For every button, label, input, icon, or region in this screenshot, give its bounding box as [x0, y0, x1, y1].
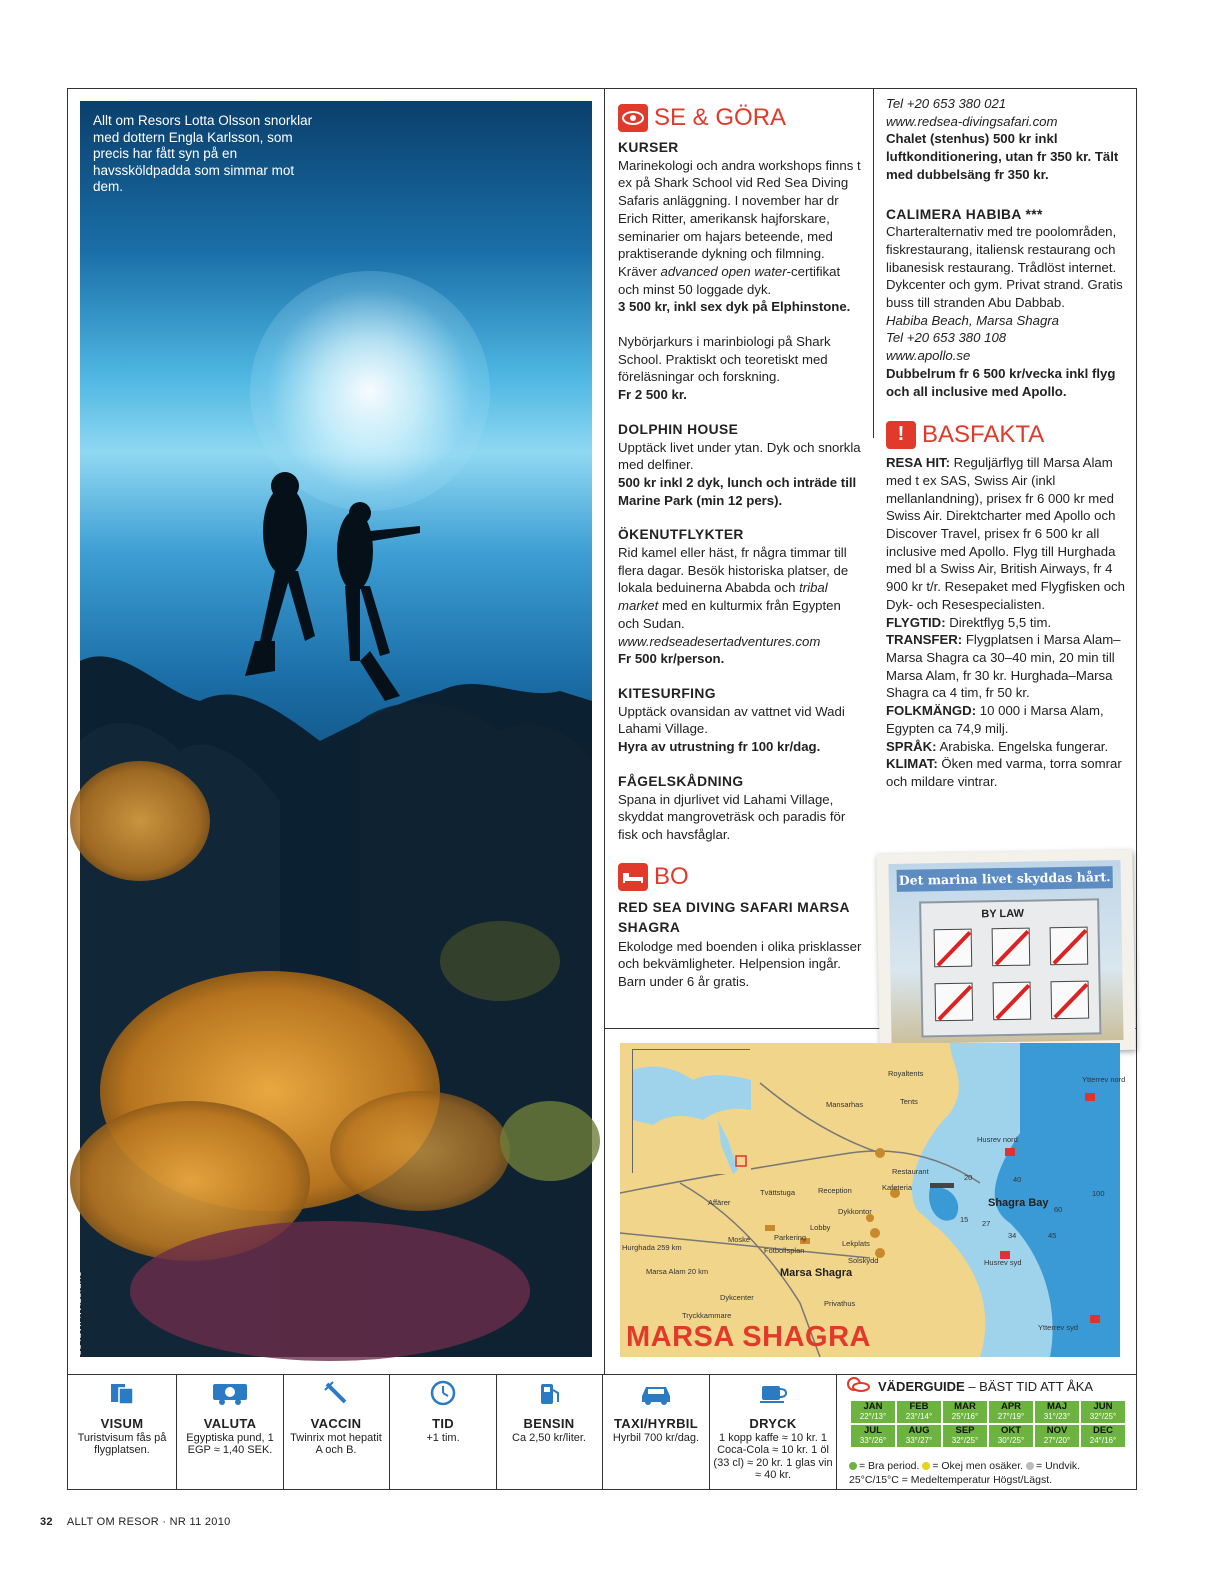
kurser-price-2: Fr 2 500 kr. — [618, 387, 687, 403]
money-icon — [215, 1378, 245, 1408]
clock-icon — [428, 1378, 458, 1408]
visum-title: VISUM — [100, 1416, 144, 1431]
weather-month-cell — [943, 1425, 987, 1447]
hotel1-price: Chalet (stenhus) 500 kr inkl luftkonditionering, utan fr 350 kr. Tält med dubbelsäng fr 350 kr. — [886, 131, 1119, 182]
hotel1-url[interactable]: www.redsea-divingsafari.com — [886, 113, 1058, 129]
info-visum — [72, 1378, 172, 1457]
eye-icon — [618, 104, 648, 132]
ok-dot-icon — [922, 1462, 930, 1470]
fact-klimat: KLIMAT: Öken med varma, torra somrar och mildare vintrar. — [886, 756, 1122, 789]
no-spear-icon — [935, 983, 974, 1022]
underwater-scene — [80, 101, 592, 1357]
map-label: Marsa Shagra — [780, 1267, 853, 1279]
column-divider — [604, 88, 605, 1375]
hotel2-tel: Tel +20 653 380 108 — [886, 330, 1007, 346]
month-label: FEB — [909, 1401, 929, 1412]
info-vaccin — [287, 1378, 385, 1457]
map-label: Privathus — [824, 1299, 856, 1308]
no-collect-icon — [1051, 981, 1090, 1020]
info-tid — [393, 1378, 493, 1444]
month-temp: 30°/25° — [997, 1436, 1025, 1445]
map-label: 100 — [1092, 1189, 1105, 1198]
snorkel-photo — [73, 101, 592, 1369]
dolphin-text: Upptäck livet under ytan. Dyk och snorkla med delfiner. — [618, 439, 861, 473]
map-label: 15 — [960, 1215, 969, 1224]
bed-icon — [618, 863, 648, 891]
month-label: JAN — [863, 1401, 883, 1412]
map-label: 34 — [1008, 1231, 1017, 1240]
dolphin-heading: DOLPHIN HOUSE — [618, 421, 739, 437]
page-footer — [40, 1516, 231, 1528]
map-label: 27 — [982, 1219, 991, 1228]
marsa-shagra-map — [620, 1043, 1126, 1357]
dolphin-price: 500 kr inkl 2 dyk, lunch och inträde till Marine Park (min 12 pers). — [618, 474, 857, 508]
bylaw-board — [919, 898, 1101, 1037]
map-label: Ytterrev syd — [1038, 1323, 1079, 1332]
map-label: Mansarhas — [826, 1100, 864, 1109]
fact-transfer: TRANSFER: Flygplatsen i Marsa Alam–Marsa Shagra ca 30–40 min, 20 min till Marsa Alam, fr 30 kr. Hurghada–Marsa Shagra ca 4 tim, fr 50 kr. — [886, 632, 1121, 701]
dryck-text: 1 kopp kaffe ≈ 10 kr. 1 Coca-Cola ≈ 10 kr. 1 öl (33 cl) ≈ 20 kr. 1 glas vin ≈ 40 kr. — [713, 1431, 833, 1481]
month-temp: 25°/16° — [951, 1412, 979, 1421]
weather-month-cell — [989, 1425, 1033, 1447]
inset-region — [633, 1050, 751, 1174]
tid-title: TID — [432, 1416, 454, 1431]
board-title: BY LAW — [981, 907, 1025, 921]
map-label: 45 — [1048, 1231, 1057, 1240]
fact-sprak: SPRÅK: Arabiska. Engelska fungerar. — [886, 738, 1109, 754]
info-dryck — [713, 1378, 833, 1482]
sign-caption: Det marina livet skyddas hårt. — [897, 866, 1113, 892]
weather-month-cell — [1035, 1425, 1079, 1447]
weather-month-cell — [851, 1401, 895, 1423]
hotel2-heading: CALIMERA HABIBA *** — [886, 206, 1043, 222]
weather-heading — [846, 1376, 1132, 1396]
column-divider — [873, 88, 874, 438]
month-temp: 24°/16° — [1089, 1436, 1117, 1445]
map-label: 60 — [1054, 1205, 1063, 1214]
page-number: 32 — [40, 1516, 53, 1528]
month-label: DEC — [1092, 1425, 1114, 1436]
map-label: Dykcenter — [720, 1293, 754, 1302]
map-label: Solskydd — [848, 1256, 879, 1265]
right-column — [886, 95, 1126, 791]
info-valuta — [180, 1378, 280, 1457]
sun-cloud-icon — [846, 1376, 870, 1397]
map-label: Tvättstuga — [760, 1188, 796, 1197]
hotel1-tel: Tel +20 653 380 021 — [886, 96, 1007, 111]
avoid-dot-icon — [1026, 1462, 1034, 1470]
syringe-icon — [321, 1378, 351, 1408]
exclamation-icon: ! — [886, 421, 916, 449]
vaccin-text: Twinrix mot hepatit A och B. — [290, 1431, 382, 1456]
hotel2-url[interactable]: www.apollo.se — [886, 348, 971, 364]
info-bensin — [500, 1378, 598, 1444]
visum-text: Turistvisum fås på flygplatsen. — [77, 1431, 167, 1456]
month-temp: 27°/19° — [997, 1412, 1025, 1421]
vaccin-title: VACCIN — [310, 1416, 362, 1431]
fagel-heading: FÅGELSKÅDNING — [618, 773, 744, 789]
weather-month-cell — [989, 1401, 1033, 1423]
bo-heading — [618, 862, 862, 892]
weather-title: VÄDERGUIDE — [878, 1378, 965, 1394]
infobar-sep — [709, 1374, 710, 1490]
valuta-text: Egyptiska pund, 1 EGP ≈ 1,40 SEK. — [186, 1431, 274, 1456]
taxi-text: Hyrbil 700 kr/dag. — [612, 1431, 700, 1444]
month-label: MAR — [954, 1401, 976, 1412]
weather-month-cell — [851, 1425, 895, 1447]
month-temp: 32°/25° — [1089, 1412, 1117, 1421]
weather-legend: = Bra period. = Okej men osäker. = Undvik. 25°C/15°C = Medeltemperatur Högst/Lägst. — [849, 1460, 1081, 1486]
no-fishing-icon — [1050, 927, 1089, 966]
map-label: Ytterrev nord — [1082, 1075, 1126, 1084]
map-label: Royaltents — [888, 1069, 924, 1078]
inset-map — [632, 1049, 750, 1173]
basfakta-heading — [886, 420, 1126, 450]
map-label: Husrev syd — [984, 1258, 1022, 1267]
month-label: JUL — [864, 1425, 882, 1436]
fagel-text: Spana in djurlivet vid Lahami Village, skyddat mangroveträsk och paradis för fisk och havsfåglar. — [618, 791, 846, 842]
hotel1-heading: RED SEA DIVING SAFARI MARSA SHAGRA — [618, 899, 850, 935]
basfakta-title: BASFAKTA — [922, 421, 1045, 449]
kite-text: Upptäck ovansidan av vattnet vid Wadi Lahami Village. — [618, 703, 845, 737]
weather-guide — [846, 1376, 1132, 1486]
weather-month-cell — [897, 1401, 941, 1423]
oken-url[interactable]: www.redseadesertadventures.com — [618, 633, 821, 649]
sign-image — [888, 860, 1123, 1044]
weather-month-cell — [943, 1401, 987, 1423]
photo-credit: CHRISTIAN KARLSSON — [73, 1271, 82, 1369]
fact-folkmangd: FOLKMÄNGD: 10 000 i Marsa Alam, Egypten ca 74,9 milj. — [886, 703, 1104, 736]
month-label: APR — [1000, 1401, 1022, 1412]
month-temp: 23°/14° — [905, 1412, 933, 1421]
info-taxi — [606, 1378, 706, 1444]
map-label: Fotbollsplan — [764, 1246, 805, 1255]
fuel-icon — [534, 1378, 564, 1408]
map-label: Restaurant — [892, 1167, 929, 1176]
map-label: Reception — [818, 1186, 852, 1195]
infobar-sep — [389, 1374, 390, 1490]
se-gora-column — [618, 103, 862, 991]
no-touch-icon — [993, 982, 1032, 1021]
fact-resa: RESA HIT: Reguljärflyg till Marsa Alam med t ex SAS, Swiss Air (inkl mellanlandning), prisex fr 6 000 kr med Swiss Air. Direktcharter med Apollo och Discover Travel, prisex fr 6 500 kr all inclusive med Apollo. Flyg till Hurghada med bl a Swiss Air, British Airways, fr 4 900 kr t/r. Resepaket med Flygfisken och Dyk- och Resespecialisten. — [886, 455, 1125, 612]
month-temp: 27°/20° — [1043, 1436, 1071, 1445]
infobar-sep — [602, 1374, 603, 1490]
se-gora-heading — [618, 103, 862, 133]
infobar-sep — [496, 1374, 497, 1490]
kurser-price: 3 500 kr, inkl sex dyk på Elphinstone. — [618, 299, 851, 315]
bo-title: BO — [654, 862, 689, 890]
month-label: SEP — [955, 1425, 975, 1436]
map-label: Kafeteria — [882, 1183, 913, 1192]
taxi-title: TAXI/HYRBIL — [614, 1416, 698, 1431]
legend-temp: 25°C/15°C = Medeltemperatur Högst/Lägst. — [849, 1474, 1053, 1486]
infobar-sep — [283, 1374, 284, 1490]
bensin-text: Ca 2,50 kr/liter. — [512, 1431, 586, 1444]
month-temp: 33°/26° — [859, 1436, 887, 1445]
month-label: OKT — [1000, 1425, 1022, 1436]
month-temp: 32°/25° — [951, 1436, 979, 1445]
month-temp: 22°/13° — [859, 1412, 887, 1421]
kurser-text: Marinekologi och andra workshops finns t ex på Shark School vid Red Sea Diving Safaris anläggning. I november har dr Erich Ritter, amerikansk hajforskare, seminarier om hajars beteende, med praktiserande dykning och filmning. Kräver advanced open water-certifikat och minst 50 loggade dyk. — [618, 157, 861, 297]
weather-month-cell — [1081, 1425, 1125, 1447]
map-label: Parkering — [774, 1233, 807, 1242]
infobar-sep — [836, 1374, 837, 1490]
map-label: Tents — [900, 1097, 918, 1106]
map-title: MARSA SHAGRA — [626, 1321, 871, 1353]
hotel2-price: Dubbelrum fr 6 500 kr/vecka inkl flyg och all inclusive med Apollo. — [886, 365, 1116, 399]
oken-text: Rid kamel eller häst, fr några timmar till flera dagar. Besök historiska platser, de lokala beduinerna Ababda och tribal market med en kulturmix från Egypten och Sudan. — [618, 545, 849, 631]
infobar-sep — [176, 1374, 177, 1490]
good-dot-icon — [849, 1462, 857, 1470]
weather-subtitle: – BÄST TID ATT ÅKA — [968, 1378, 1094, 1394]
oken-price: Fr 500 kr/person. — [618, 651, 725, 667]
month-label: JUN — [1093, 1401, 1113, 1412]
valuta-title: VALUTA — [203, 1416, 257, 1431]
map-label: 40 — [1013, 1175, 1022, 1184]
month-temp: 31°/23° — [1043, 1412, 1071, 1421]
cup-icon — [758, 1378, 788, 1408]
month-temp: 33°/27° — [905, 1436, 933, 1445]
bensin-title: BENSIN — [523, 1416, 575, 1431]
map-label: Moské — [728, 1235, 751, 1244]
month-label: NOV — [1046, 1425, 1068, 1436]
kite-price: Hyra av utrustning fr 100 kr/dag. — [618, 739, 821, 755]
map-label: Hurghada 259 km — [622, 1243, 682, 1252]
month-label: MAJ — [1046, 1401, 1068, 1412]
map-label: Tryckkammare — [682, 1311, 732, 1320]
kite-heading: KITESURFING — [618, 685, 716, 701]
no-anchor-icon — [992, 928, 1031, 967]
month-label: AUG — [908, 1425, 930, 1436]
tid-text: +1 tim. — [426, 1431, 460, 1444]
weather-month-cell — [1081, 1401, 1125, 1423]
weather-grid — [851, 1401, 1125, 1447]
map-label: Marsa Alam 20 km — [646, 1267, 709, 1276]
map-label: Shagra Bay — [988, 1197, 1049, 1209]
map-label: Dykkontor — [838, 1207, 872, 1216]
no-anchor-icon — [934, 929, 973, 968]
map-label: Husrev nord — [977, 1135, 1018, 1144]
hotel2-address: Habiba Beach, Marsa Shagra — [886, 312, 1060, 328]
map-label: Lobby — [810, 1223, 831, 1232]
kurser-text-2: Nybörjarkurs i marinbiologi på Shark School. Praktiskt och teoretiskt med föreläsningar och forskning. — [618, 334, 831, 385]
map-label: Lekplats — [842, 1239, 870, 1248]
kurser-heading: KURSER — [618, 140, 679, 155]
magazine-name: ALLT OM RESOR · NR 11 2010 — [66, 1516, 231, 1528]
weather-month-cell — [1035, 1401, 1079, 1423]
dryck-title: DRYCK — [749, 1416, 797, 1431]
map-label: Affärer — [708, 1198, 731, 1207]
oken-heading: ÖKENUTFLYKTER — [618, 527, 744, 543]
hotel2-text: Charteralternativ med tre poolområden, fiskrestaurang, italiensk restaurang och libanesisk restaurang. Trådlöst internet. Dykcenter och gym. Privat strand. Gratis buss till stranden Abu Dabbab. — [886, 224, 1123, 311]
se-gora-title: SE & GÖRA — [654, 104, 787, 132]
map-label: 20 — [964, 1173, 973, 1182]
visa-icon — [107, 1378, 137, 1408]
fact-flygtid: FLYGTID: Direktflyg 5,5 tim. — [886, 614, 1052, 630]
photo-caption: Allt om Resors Lotta Olsson snorklar med dottern Engla Karlsson, som precis har fått syn på en havssköldpadda som simmar mot dem. — [93, 113, 313, 194]
weather-month-cell — [897, 1425, 941, 1447]
sign-photo — [876, 850, 1135, 1054]
car-icon — [641, 1378, 671, 1408]
hotel1-text: Ekolodge med boenden i olika prisklasser och bekvämligheter. Helpension ingår. Barn under 6 år gratis. — [618, 938, 862, 990]
